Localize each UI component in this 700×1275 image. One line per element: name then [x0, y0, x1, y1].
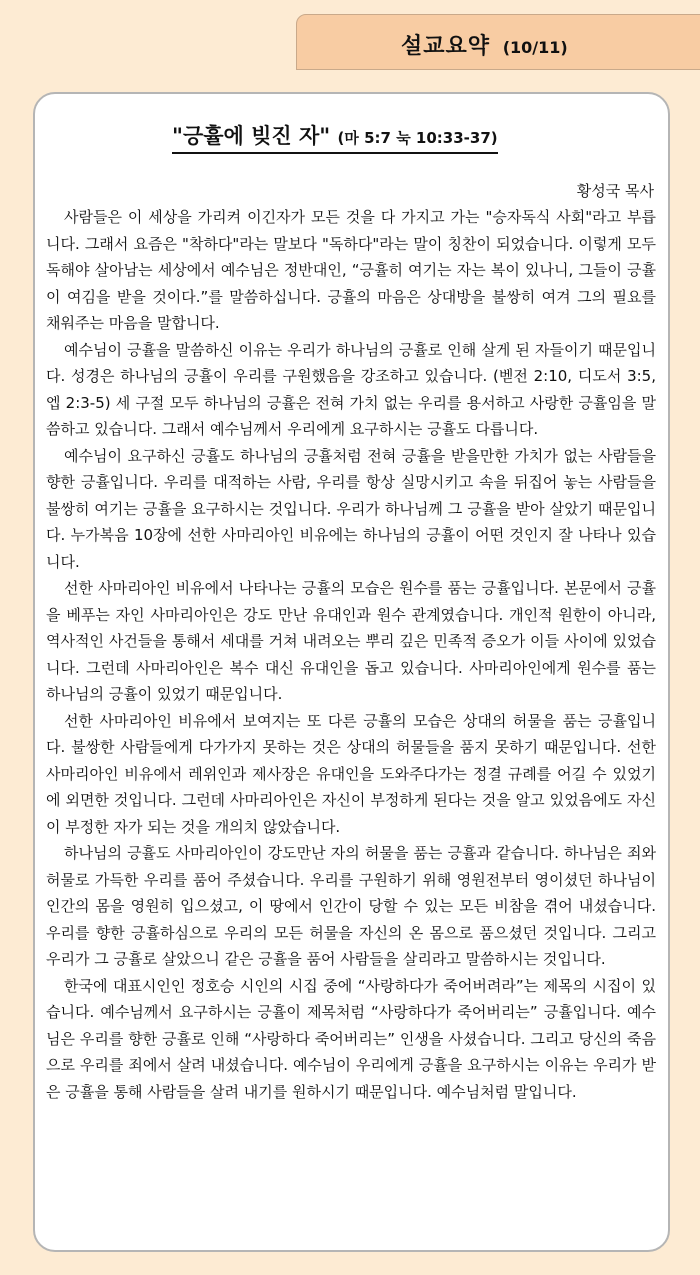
- paragraph: 사람들은 이 세상을 가리켜 이긴자가 모든 것을 다 가지고 가는 "승자독식 사회"라고 부릅니다. 그래서 요즘은 "착하다"라는 말보다 "독하다"라는 말이 칭찬이 되었습니다. 이렇게 모두 독해야 살아남는 세상에서 예수님은 정반대인, “긍휼히 여기는 자는 복이 있나니, 그들이 긍휼이 여김을 받을 것이다.”를 말씀하십니다. 긍휼의 마음은 상대방을 불쌍히 여겨 그의 필요를 채워주는 마음을 말합니다.: [46, 208, 656, 332]
- sermon-author: 황성국 목사: [576, 182, 654, 200]
- header-title-text: 설교요약: [401, 34, 491, 59]
- header-date: (10/11): [502, 38, 568, 57]
- paragraph: 예수님이 요구하신 긍휼도 하나님의 긍휼처럼 전혀 긍휼을 받을만한 가치가 없는 사람들을 향한 긍휼입니다. 우리를 대적하는 사람, 우리를 항상 실망시키고 속을 뒤집어 놓는 사람들을 불쌍히 여기는 긍휼을 요구하시는 것입니다. 우리가 하나님께 그 긍휼을 받아 살았기 때문입니다. 누가복음 10장에 선한 사마리아인 비유에는 하나님의 긍휼이 어떤 것인지 잘 나타나 있습니다.: [46, 446, 656, 571]
- sermon-body: [46, 204, 656, 1105]
- paragraph: 하나님의 긍휼도 사마리아인이 강도만난 자의 허물을 품는 긍휼과 같습니다. 하나님은 죄와 허물로 가득한 우리를 품어 주셨습니다. 우리를 구원하기 위해 영원전부터 영이셨던 하나님이 인간의 몸을 영원히 입으셨고, 이 땅에서 인간이 당할 수 있는 모든 비참을 겪어 내셨습니다. 우리를 향한 긍휼하심으로 우리의 모든 허물을 자신의 온 몸으로 품으셨던 것입니다. 그리고 우리가 그 긍휼로 살았으니 같은 긍휼을 품어 사람들을 살리라고 말씀하시는 것입니다.: [46, 844, 656, 968]
- scripture-reference: (마 5:7 눅 10:33-37): [337, 129, 498, 147]
- paragraph: 선한 사마리아인 비유에서 보여지는 또 다른 긍휼의 모습은 상대의 허물을 품는 긍휼입니다. 불쌍한 사람들에게 다가가지 못하는 것은 상대의 허물들을 품지 못하기 때문입니다. 선한 사마리아인 비유에서 레위인과 제사장은 유대인을 도와주다가는 정결 규례를 어길 수 있었기에 외면한 것입니다. 그런데 사마리아인은 자신이 부정하게 된다는 것을 알고 있었음에도 자신이 부정한 자가 되는 것을 개의치 않았습니다.: [46, 711, 656, 836]
- paragraph: 예수님이 긍휼을 말씀하신 이유는 우리가 하나님의 긍휼로 인해 살게 된 자들이기 때문입니다. 성경은 하나님의 긍휼이 우리를 구원했음을 강조하고 있습니다. (벧전 2:10, 디도서 3:5, 엡 2:3-5) 세 구절 모두 하나님의 긍휼은 전혀 가치 없는 우리를 용서하고 사랑한 긍휼임을 말씀하고 있습니다. 그래서 예수님께서 우리에게 요구하시는 긍휼도 다릅니다.: [46, 340, 656, 438]
- sermon-title-text: "긍휼에 빚진 자": [172, 124, 331, 148]
- paragraph: 한국에 대표시인인 정호승 시인의 시집 중에 “사랑하다가 죽어버려라”는 제목의 시집이 있습니다. 예수님께서 요구하시는 긍휼이 제목처럼 “사랑하다가 죽어버리는” 긍휼입니다. 예수님은 우리를 향한 긍휼로 인해 “사랑하다 죽어버리는” 인생을 사셨습니다. 그리고 당신의 죽음으로 우리를 죄에서 살려 내셨습니다. 예수님이 우리에게 긍휼을 요구하시는 이유는 우리가 받은 긍휼을 통해 사람들을 살려 내기를 원하시기 때문입니다. 예수님처럼 말입니다.: [46, 976, 656, 1101]
- header-title: [401, 29, 568, 60]
- header-tab: [296, 14, 700, 70]
- paragraph: 선한 사마리아인 비유에서 나타나는 긍휼의 모습은 원수를 품는 긍휼입니다. 본문에서 긍휼을 베푸는 자인 사마리아인은 강도 만난 유대인과 원수 관계였습니다. 개인적 원한이 아니라, 역사적인 사건들을 통해서 세대를 거쳐 내려오는 뿌리 깊은 민족적 증오가 이들 사이에 있었습니다. 그런데 사마리아인은 복수 대신 유대인을 돕고 있습니다. 사마리아인에게 원수를 품는 하나님의 긍휼이 있었기 때문입니다.: [46, 579, 656, 703]
- sermon-title: [172, 120, 498, 154]
